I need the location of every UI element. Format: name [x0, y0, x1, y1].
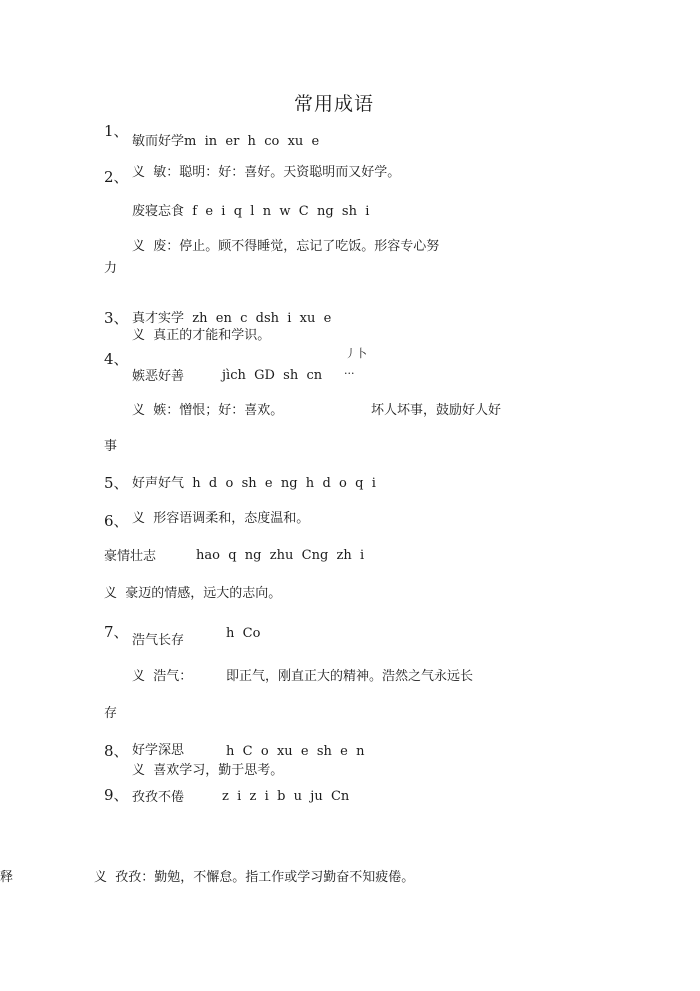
meaning-4-line-a: 义 嫉：憎恨；好：喜欢。 — [132, 403, 284, 418]
idiom-1-line: 敏而好学m in er h co xu e — [132, 134, 320, 149]
item-number-5: 5、 — [104, 474, 129, 492]
item-number-6: 6、 — [104, 512, 129, 530]
idiom-5-line: 好声好气 h d o sh e ng h d o q i — [132, 476, 376, 491]
meaning-7-line-b: 即正气，刚直正大的精神。浩然之气永远长 — [226, 669, 474, 684]
idiom-2-line: 废寝忘食 f e i q l n w C ng sh i — [132, 204, 370, 219]
item-number-8: 8、 — [104, 742, 129, 760]
page-title: 常用成语 — [294, 93, 375, 115]
idiom-7-chinese: 浩气长存 — [132, 633, 185, 648]
idiom-9-chinese: 孜孜不倦 — [132, 790, 185, 805]
item-number-7: 7、 — [104, 623, 129, 641]
idiom-4-chinese: 嫉恶好善 — [132, 369, 185, 384]
item-number-9: 9、 — [104, 786, 129, 804]
meaning-2-line: 义 废：停止。顾不得睡觉，忘记了吃饭。形容专心努 — [132, 239, 440, 254]
meaning-6-line: 义 豪迈的情感，远大的志向。 — [104, 586, 282, 601]
meaning-4-line-b: 坏人坏事，鼓励好人好 — [371, 403, 502, 418]
item-number-2: 2、 — [104, 168, 129, 186]
idiom-3-line: 真才实学 zh en c dsh i xu e — [132, 311, 332, 326]
item-number-3: 3、 — [104, 309, 129, 327]
meaning-7-continuation: 存 — [104, 706, 118, 721]
meaning-4-continuation: 事 — [104, 439, 118, 454]
item-number-4: 4、 — [104, 350, 129, 368]
meaning-2-continuation: 力 — [104, 261, 118, 276]
meaning-8-line: 义 喜欢学习，勤于思考。 — [132, 763, 284, 778]
meaning-1-line: 义 敏：聪明：好：喜好。天资聪明而又好学。 — [132, 165, 401, 180]
stray-dots: ··· — [344, 367, 355, 380]
meaning-7-line-a: 义 浩气： — [132, 669, 193, 684]
margin-label: 释 — [0, 870, 14, 885]
idiom-7-pinyin: h Co — [226, 626, 261, 641]
idiom-8-pinyin: h C o xu e sh e n — [226, 744, 365, 759]
idiom-6-pinyin: hao q ng zhu Cng zh i — [196, 548, 365, 563]
idiom-8-chinese: 好学深思 — [132, 743, 185, 758]
idiom-6-chinese: 豪情壮志 — [104, 549, 157, 564]
stray-mark: 丿卜 — [345, 347, 367, 360]
idiom-9-pinyin: z i z i b u ju Cn — [222, 789, 350, 804]
meaning-5-line: 义 形容语调柔和，态度温和。 — [132, 511, 310, 526]
meaning-3-line: 义 真正的才能和学识。 — [132, 328, 271, 343]
item-number-1: 1、 — [104, 122, 129, 140]
idiom-4-pinyin: jìch GD sh cn — [222, 368, 323, 383]
meaning-9-line: 义 孜孜：勤勉，不懈怠。指工作或学习勤奋不知疲倦。 — [94, 870, 415, 885]
